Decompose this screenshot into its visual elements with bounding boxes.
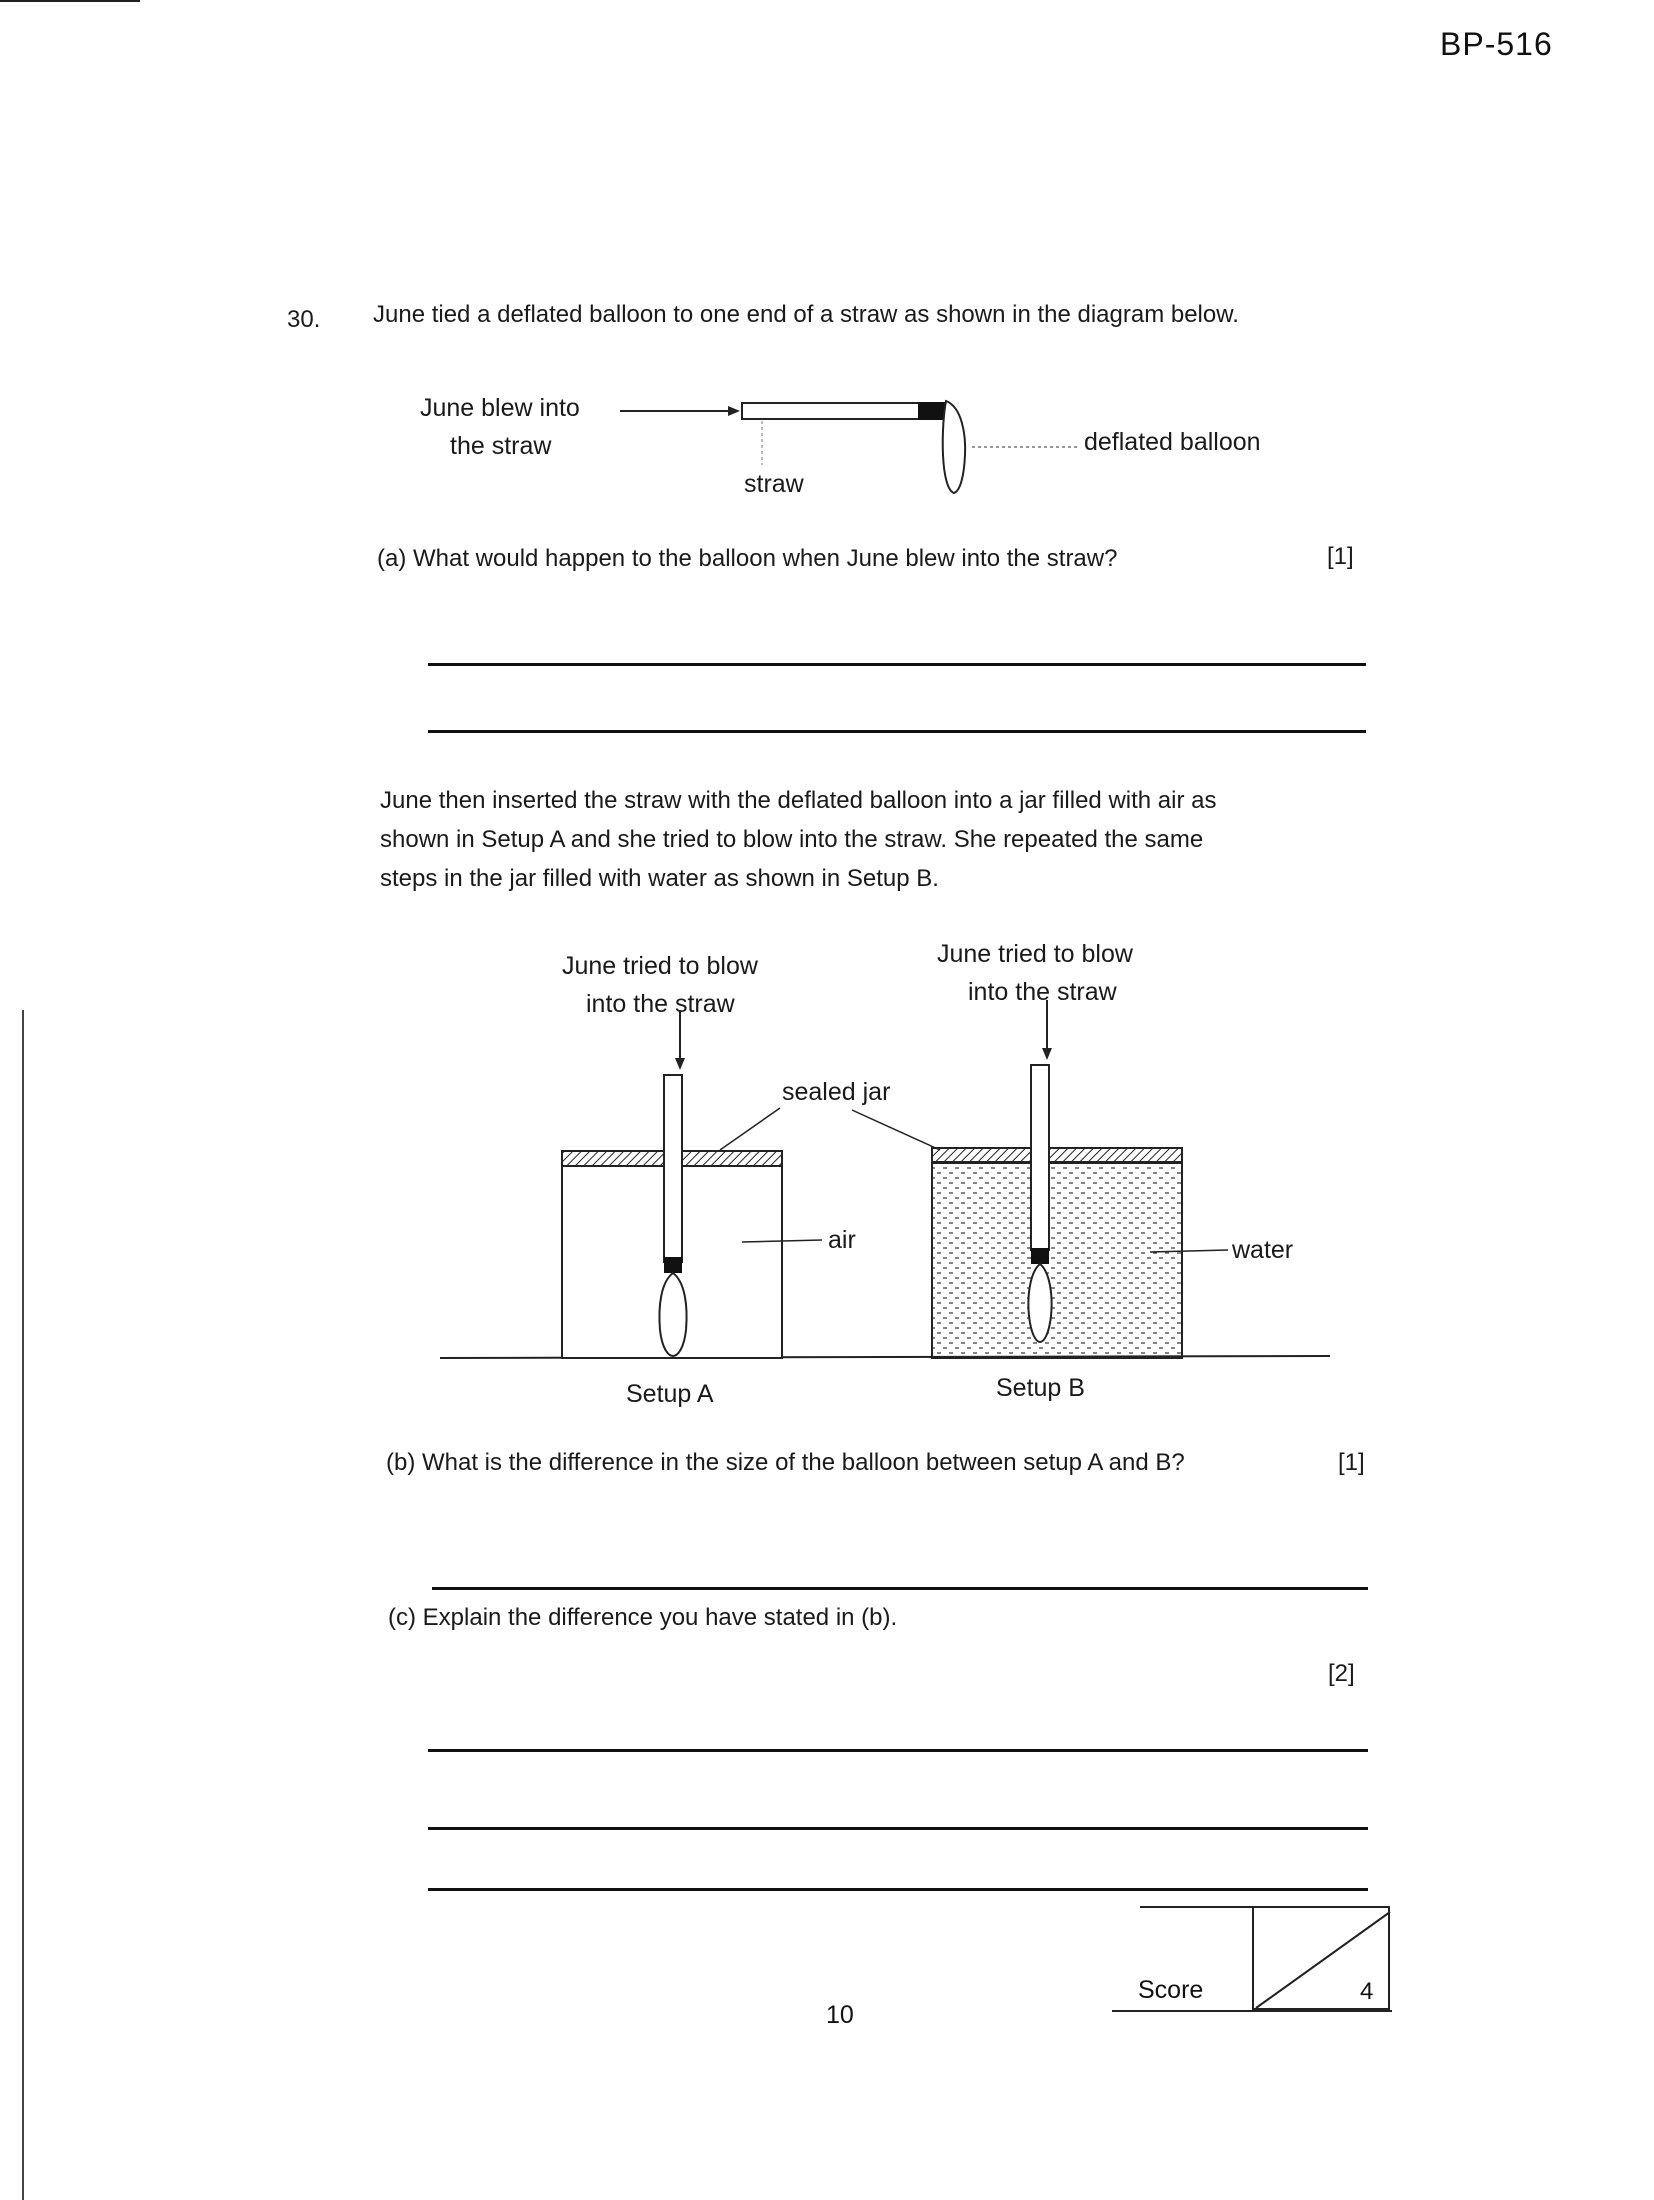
straw — [742, 403, 928, 419]
air-label: air — [828, 1226, 856, 1254]
setup-b-balloon — [1028, 1264, 1051, 1342]
setup-b-label: Setup B — [996, 1374, 1085, 1402]
part-b-question: (b) What is the difference in the size of the balloon between setup A and B? — [386, 1449, 1185, 1476]
blew-label-line2: the straw — [450, 432, 552, 460]
straw-balloon-diagram — [410, 385, 1310, 505]
score-total: 4 — [1360, 1978, 1374, 2005]
water-label: water — [1232, 1236, 1294, 1264]
blow-b-label-line2: into the straw — [968, 978, 1117, 1006]
setup-b-straw — [1031, 1065, 1049, 1250]
part-c-answer-line-3[interactable] — [428, 1888, 1368, 1891]
setup-b-jar — [932, 1000, 1228, 1358]
setup-a-knot — [664, 1257, 682, 1273]
blow-a-label-line2: into the straw — [586, 990, 735, 1018]
part-c-answer-line-2[interactable] — [428, 1827, 1368, 1830]
page-number: 10 — [826, 2001, 854, 2029]
sealed-jar-label: sealed jar — [782, 1078, 891, 1106]
top-edge-rule — [0, 0, 140, 2]
part-a-marks: [1] — [1327, 543, 1354, 570]
deflated-balloon-label: deflated balloon — [1084, 428, 1261, 456]
part-a-answer-line-2[interactable] — [428, 730, 1366, 733]
part-c-marks: [2] — [1328, 1660, 1355, 1687]
blow-b-label-line1: June tried to blow — [937, 940, 1133, 968]
part-c-question: (c) Explain the difference you have stated in (b). — [388, 1604, 898, 1631]
setup-a-label: Setup A — [626, 1380, 714, 1408]
setup-diagram — [420, 930, 1340, 1410]
setup-drawing — [420, 930, 1340, 1410]
left-margin-rule — [22, 1010, 24, 2200]
setup-a-jar — [562, 1010, 822, 1358]
setup-b-lid — [932, 1148, 1182, 1163]
paper-code: BP-516 — [1440, 26, 1553, 62]
question-intro: June tied a deflated balloon to one end of a straw as shown in the diagram below. — [373, 301, 1239, 328]
blow-a-label-line1: June tried to blow — [562, 952, 758, 980]
setup-a-balloon — [659, 1273, 686, 1356]
straw-label: straw — [744, 470, 804, 498]
straw-balloon-drawing — [410, 385, 1310, 505]
setup-a-straw — [664, 1075, 682, 1262]
blew-label-line1: June blew into — [420, 394, 580, 422]
part-a-question: (a) What would happen to the balloon when June blew into the straw? — [377, 545, 1118, 572]
question-number: 30. — [287, 306, 321, 333]
part-a-answer-line-1[interactable] — [428, 663, 1366, 666]
score-box — [1112, 1906, 1392, 2012]
setup-b-knot — [1031, 1248, 1049, 1264]
paragraph-line-3: steps in the jar filled with water as shown in Setup B. — [380, 865, 939, 892]
paragraph-line-1: June then inserted the straw with the deflated balloon into a jar filled with air as — [380, 787, 1217, 814]
balloon-knot — [918, 402, 946, 420]
score-label: Score — [1138, 1976, 1204, 2004]
part-c-answer-line-1[interactable] — [428, 1749, 1368, 1752]
part-b-answer-line[interactable] — [432, 1587, 1368, 1590]
score-total-cell[interactable] — [1252, 1906, 1390, 2010]
part-b-marks: [1] — [1338, 1449, 1365, 1476]
deflated-balloon-shape — [943, 401, 965, 493]
paragraph-line-2: shown in Setup A and she tried to blow into the straw. She repeated the same — [380, 826, 1204, 853]
